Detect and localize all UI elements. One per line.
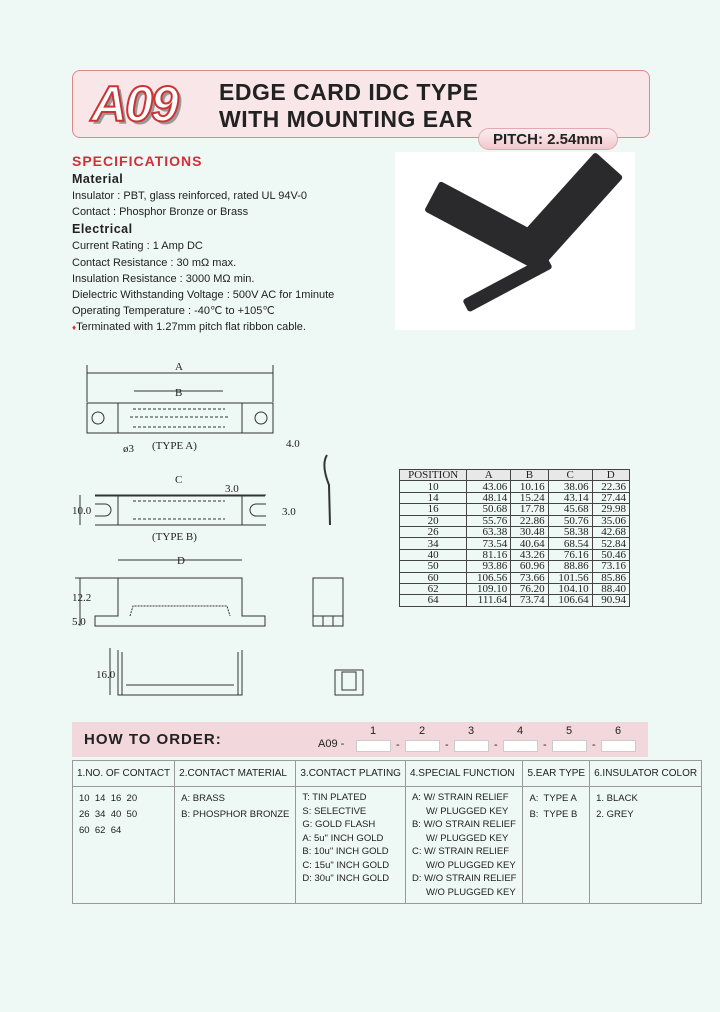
option-item: A: BRASS: [181, 793, 225, 804]
table-cell: 55.76: [467, 515, 511, 526]
slot-separator: -: [494, 739, 498, 751]
table-cell: 16: [400, 504, 467, 515]
pitch-badge: PITCH: 2.54mm: [478, 128, 618, 150]
table-row: [400, 561, 630, 572]
table-cell: 73.74: [511, 595, 548, 606]
table-cell: 63.38: [467, 526, 511, 537]
title-line-2: WITH MOUNTING EAR: [219, 106, 473, 132]
order-prefix: A09 -: [318, 738, 345, 750]
table-cell: 109.10: [467, 583, 511, 594]
table-cell: 76.20: [511, 583, 548, 594]
hole-label: ø3: [123, 443, 134, 455]
table-cell: 48.14: [467, 492, 511, 503]
order-code-slot[interactable]: [503, 740, 538, 752]
table-cell: 88.86: [548, 561, 592, 572]
option-item: D: W/O STRAIN RELIEF: [411, 873, 517, 884]
spec-line: Insulator : PBT, glass reinforced, rated UL 94V-0: [72, 190, 307, 202]
table-cell: 43.06: [467, 481, 511, 492]
dim-label-b: B: [175, 387, 183, 399]
dim-label-a: A: [175, 361, 183, 373]
table-cell: 81.16: [467, 549, 511, 560]
column-header: A: [467, 470, 511, 481]
option-item: C: W/ STRAIN RELIEF: [411, 846, 510, 857]
order-column-header: 4.SPECIAL FUNCTION: [405, 761, 523, 787]
table-cell: 26: [400, 526, 467, 537]
strain-relief-image: [462, 256, 552, 313]
table-cell: 30.48: [511, 526, 548, 537]
slot-number: 6: [615, 725, 622, 737]
ear-dim-label: 4.0: [286, 438, 300, 450]
column-header: POSITION: [400, 470, 467, 481]
table-cell: 42.68: [592, 526, 629, 537]
table-cell: 45.68: [548, 504, 592, 515]
table-cell: 22.86: [511, 515, 548, 526]
dim-label-d: D: [177, 555, 185, 567]
table-row: [400, 481, 630, 492]
option-item: C: 15u" INCH GOLD: [302, 859, 390, 871]
bullet-icon: ♦: [72, 323, 77, 333]
order-column-options: [523, 787, 590, 904]
height-5-label: 5.0: [72, 616, 86, 628]
table-row: [400, 492, 630, 503]
order-code-slot[interactable]: [405, 740, 440, 752]
table-cell: 50.76: [548, 515, 592, 526]
table-cell: 50.46: [592, 549, 629, 560]
table-cell: 85.86: [592, 572, 629, 583]
slot-number: 2: [419, 725, 426, 737]
table-cell: 90.94: [592, 595, 629, 606]
order-column-options: [175, 787, 296, 904]
order-code-slot[interactable]: [356, 740, 391, 752]
table-cell: 106.56: [467, 572, 511, 583]
slot-number: 4: [517, 725, 524, 737]
order-code-slot[interactable]: [601, 740, 636, 752]
option-item: W/ PLUGGED KEY: [425, 805, 509, 817]
table-cell: 43.26: [511, 549, 548, 560]
table-row: [400, 583, 630, 594]
series-logo: A09: [91, 76, 177, 132]
spec-line: Contact Resistance : 30 mΩ max.: [72, 256, 237, 269]
table-cell: 50.68: [467, 504, 511, 515]
option-item: 1. BLACK: [596, 793, 638, 804]
option-item: B: TYPE B: [529, 809, 578, 820]
type-a-label: (TYPE A): [152, 440, 197, 452]
title-line-1: EDGE CARD IDC TYPE: [219, 79, 479, 105]
dimension-table: [399, 469, 630, 607]
option-item: G: GOLD FLASH: [302, 819, 376, 830]
order-column-header: 2.CONTACT MATERIAL: [175, 761, 296, 787]
column-header: D: [592, 470, 629, 481]
slot-height-label: 3.0: [282, 506, 296, 518]
option-item: 26 34 40 50: [79, 809, 138, 820]
option-item: B: W/O STRAIN RELIEF: [411, 819, 516, 830]
table-cell: 29.98: [592, 504, 629, 515]
product-photo: [395, 152, 635, 330]
table-cell: 111.64: [467, 595, 511, 606]
slot-separator: -: [592, 739, 596, 751]
how-to-order-bar: [72, 722, 648, 757]
order-column-header: 1.NO. OF CONTACT: [73, 761, 175, 787]
table-cell: 76.16: [548, 549, 592, 560]
order-column-options: [296, 787, 406, 904]
material-heading: Material: [72, 172, 124, 186]
spec-line: Contact : Phosphor Bronze or Brass: [72, 206, 249, 219]
table-cell: 38.06: [548, 481, 592, 492]
option-item: B: 10u" INCH GOLD: [302, 846, 389, 857]
table-row: [400, 515, 630, 526]
table-row: [400, 538, 630, 549]
height-16-label: 16.0: [96, 669, 116, 681]
slot-width-label: 3.0: [225, 483, 239, 495]
table-cell: 58.38: [548, 526, 592, 537]
option-item: A: 5u" INCH GOLD: [302, 832, 384, 844]
table-cell: 34: [400, 538, 467, 549]
option-item: A: W/ STRAIN RELIEF: [411, 792, 509, 803]
option-item: A: TYPE A: [529, 793, 577, 804]
dim-label-c: C: [175, 474, 183, 486]
column-header: B: [511, 470, 548, 481]
table-cell: 27.44: [592, 492, 629, 503]
table-cell: 50: [400, 561, 467, 572]
table-cell: 15.24: [511, 492, 548, 503]
table-cell: 40: [400, 549, 467, 560]
table-cell: 73.54: [467, 538, 511, 549]
option-item: W/O PLUGGED KEY: [425, 886, 516, 898]
electrical-heading: Electrical: [72, 222, 133, 237]
spec-line: Current Rating : 1 Amp DC: [72, 240, 203, 253]
table-cell: 62: [400, 583, 467, 594]
table-cell: 10.16: [511, 481, 548, 492]
table-cell: 22.36: [592, 481, 629, 492]
table-cell: 20: [400, 515, 467, 526]
order-code-table: [72, 760, 702, 904]
table-row: [400, 504, 630, 515]
table-cell: 73.66: [511, 572, 548, 583]
height-12-label: 12.2: [72, 592, 92, 604]
table-cell: 60.96: [511, 561, 548, 572]
table-cell: 104.10: [548, 583, 592, 594]
option-item: W/ PLUGGED KEY: [425, 832, 509, 844]
specs-heading: SPECIFICATIONS: [72, 153, 203, 169]
technical-drawing: [60, 360, 380, 705]
slot-number: 1: [370, 725, 377, 737]
spec-line: Insulation Resistance : 3000 MΩ min.: [72, 272, 255, 285]
table-cell: 88.40: [592, 583, 629, 594]
specifications: [72, 152, 372, 337]
table-cell: 101.56: [548, 572, 592, 583]
column-header: C: [548, 470, 592, 481]
type-b-label: (TYPE B): [152, 531, 197, 543]
option-item: 2. GREY: [596, 809, 634, 820]
option-item: B: PHOSPHOR BRONZE: [181, 809, 290, 820]
order-code-slot[interactable]: [454, 740, 489, 752]
table-cell: 68.54: [548, 538, 592, 549]
table-cell: 40.64: [511, 538, 548, 549]
table-cell: 73.16: [592, 561, 629, 572]
option-item: W/O PLUGGED KEY: [425, 859, 516, 871]
option-item: S: SELECTIVE: [302, 805, 367, 817]
how-to-order-title: HOW TO ORDER:: [84, 731, 222, 748]
table-cell: 43.14: [548, 492, 592, 503]
slot-number: 3: [468, 725, 475, 737]
option-item: D: 30u" INCH GOLD: [302, 873, 390, 884]
order-column-header: 5.EAR TYPE: [523, 761, 590, 787]
option-item: T: TIN PLATED: [302, 792, 367, 803]
slot-separator: -: [543, 739, 547, 751]
slot-separator: -: [445, 739, 449, 751]
option-item: 10 14 16 20: [79, 793, 138, 804]
table-row: [400, 549, 630, 560]
option-item: 60 62 64: [79, 825, 122, 836]
order-column-options: [405, 787, 523, 904]
height-label: 10.0: [72, 505, 92, 517]
table-row: [400, 595, 630, 606]
table-cell: 10: [400, 481, 467, 492]
table-cell: 52.84: [592, 538, 629, 549]
table-row: [400, 526, 630, 537]
order-column-options: [73, 787, 175, 904]
table-cell: 93.86: [467, 561, 511, 572]
order-column-header: 6.INSULATOR COLOR: [590, 761, 702, 787]
table-cell: 17.78: [511, 504, 548, 515]
spec-line: Dielectric Withstanding Voltage : 500V AC for 1minute: [72, 289, 335, 302]
connector-image: [512, 152, 624, 270]
table-cell: 14: [400, 492, 467, 503]
spec-note: ♦Terminated with 1.27mm pitch flat ribbon cable.: [72, 321, 306, 334]
table-cell: 35.06: [592, 515, 629, 526]
table-cell: 106.64: [548, 595, 592, 606]
table-row: [400, 572, 630, 583]
table-cell: 64: [400, 595, 467, 606]
order-code-slot[interactable]: [552, 740, 587, 752]
slot-separator: -: [396, 739, 400, 751]
spec-line: Operating Temperature : -40℃ to +105℃: [72, 305, 275, 318]
slot-number: 5: [566, 725, 573, 737]
order-column-header: 3.CONTACT PLATING: [296, 761, 406, 787]
table-cell: 60: [400, 572, 467, 583]
order-column-options: [590, 787, 702, 904]
